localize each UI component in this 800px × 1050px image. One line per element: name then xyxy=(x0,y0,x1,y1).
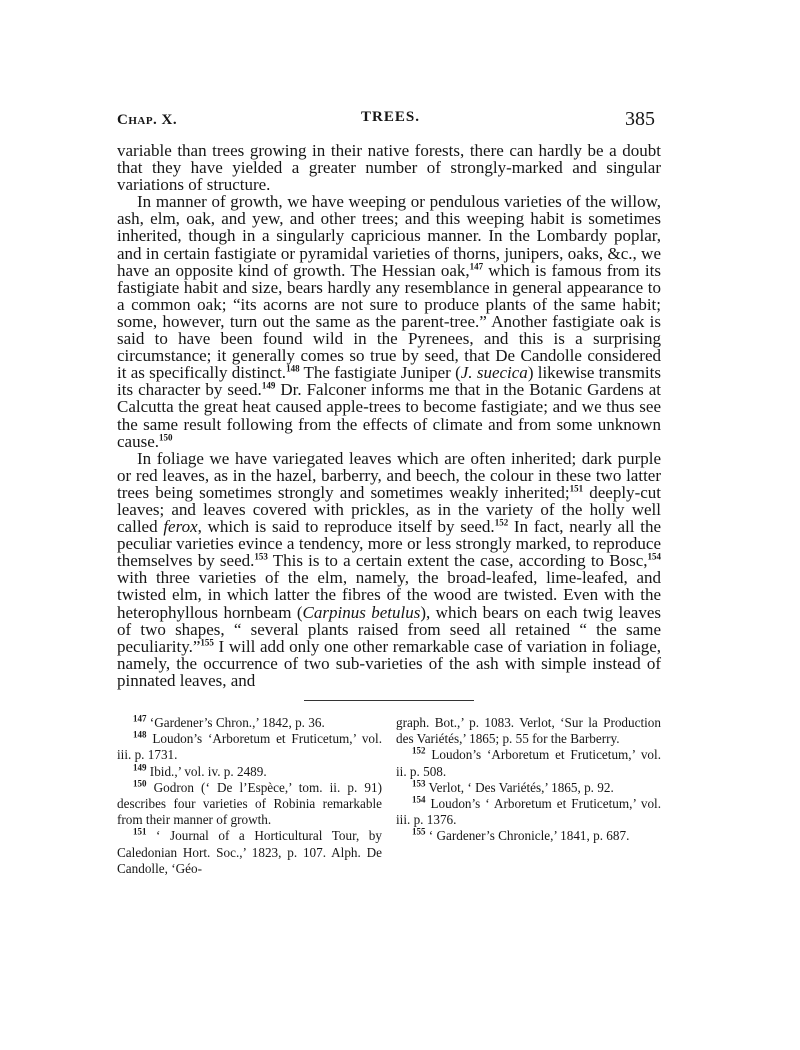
footnote-ref-154: 154 xyxy=(647,551,661,562)
footnote-ref-151: 151 xyxy=(569,483,584,494)
text-span: I will add only one other remarkable case of variation in foliage, namely, the occurrence of two sub-varieties of the ash with simple instead of pinnated leaves, and xyxy=(117,636,661,690)
footnote-number: 152 xyxy=(412,746,426,757)
paragraph-growth xyxy=(117,193,661,449)
footnote-148 xyxy=(117,731,382,763)
footnotes xyxy=(117,715,661,877)
footnote-149 xyxy=(117,764,382,780)
footnote-ref-149: 149 xyxy=(261,380,276,391)
footnote-number: 153 xyxy=(412,778,426,789)
footnote-ref-152: 152 xyxy=(494,517,509,528)
footnote-151-continued: graph. Bot.,’ p. 1083. Verlot, ‘Sur la Production des Variétés,’ 1865; p. 55 for the Barberry. xyxy=(396,715,661,747)
footnote-number: 148 xyxy=(133,729,147,740)
footnote-number: 151 xyxy=(133,827,147,838)
footnote-text: Verlot, ‘ Des Variétés,’ 1865, p. 92. xyxy=(425,779,614,795)
footnote-column-right xyxy=(396,715,661,877)
text-span: In manner of growth, we have weeping or pendulous varieties of the willow, ash, elm, oak, and yew, and other trees; and this weeping habit is sometimes inherited, though in a singularly capricious manner. In the Lombardy poplar, and in certain fastigiate or pyramidal varieties of thorns, junipers, oaks, &c., we have an opposite kind of growth. The Hessian oak, xyxy=(117,192,661,280)
footnote-number: 154 xyxy=(412,794,426,805)
chapter-label: Chap. X. xyxy=(117,112,178,128)
footnote-text: Loudon’s ‘ Arboretum et Fruticetum,’ vol. iii. p. 1376. xyxy=(396,796,661,828)
footnote-147 xyxy=(117,715,382,731)
paragraph-continuation: variable than trees growing in their native forests, there can hardly be a doubt that they have yielded a greater number of strongly-marked and singular variations of structure. xyxy=(117,141,661,195)
footnote-number: 155 xyxy=(412,827,426,838)
text-span: ) likewise transmits its character by seed. xyxy=(117,363,661,400)
footnote-number: 147 xyxy=(133,713,147,724)
text-span: deeply-cut leaves; and leaves covered with prickles, as in the variety of the holly well called xyxy=(117,482,662,537)
footnote-ref-155: 155 xyxy=(200,637,214,648)
footnote-text: ‘ Journal of a Horticultural Tour, by Caledonian Hort. Soc.,’ 1823, p. 107. Alph. De Candolle, ‘Géo- xyxy=(117,828,382,876)
footnote-150 xyxy=(117,780,382,829)
footnote-number: 150 xyxy=(133,778,147,789)
footnote-153 xyxy=(396,780,661,796)
text-span: The fastigiate Juniper ( xyxy=(299,363,461,383)
text-span: In foliage we have variegated leaves which are often inherited; dark purple or red leaves, as in the hazel, barberry, and beech, the colour in these two latter trees being sometimes strongly and sometimes weakly inherited; xyxy=(117,448,661,502)
footnote-155 xyxy=(396,828,661,844)
footnote-column-left xyxy=(117,715,382,877)
paragraph-foliage xyxy=(117,450,661,689)
text-span: Dr. Falconer informs me that in the Botanic Gardens at Calcutta the great heat caused apple-trees to become fastigiate; and we thus see the same result following from the effects of climate and from some unknown cause. xyxy=(117,380,661,451)
text-span: ), which bears on each twig leaves of two shapes, “ several plants raised from seed all retained “ the same peculiarity.” xyxy=(117,602,661,656)
footnote-divider xyxy=(304,700,474,701)
footnote-text: ‘ Gardener’s Chronicle,’ 1841, p. 687. xyxy=(425,828,630,844)
footnote-152 xyxy=(396,747,661,779)
text-span: , which is said to reproduce itself by seed. xyxy=(197,517,495,537)
footnote-text: ‘Gardener’s Chron.,’ 1842, p. 36. xyxy=(146,715,325,730)
footnote-ref-150: 150 xyxy=(159,431,173,442)
footnote-ref-148: 148 xyxy=(286,363,300,374)
italic-variety: ferox xyxy=(163,517,198,537)
footnote-text: Loudon’s ‘Arboretum et Fruticetum,’ vol. iii. p. 1731. xyxy=(117,731,382,763)
running-title: TREES. xyxy=(361,109,420,125)
italic-species: Carpinus betulus xyxy=(302,602,421,622)
page-number: 385 xyxy=(625,108,655,130)
footnote-ref-147: 147 xyxy=(469,261,484,271)
footnote-text: Godron (‘ De l’Espèce,’ tom. ii. p. 91) describes four varieties of Robinia remarkable from their manner of growth. xyxy=(117,779,382,828)
footnote-text: Ibid.,’ vol. iv. p. 2489. xyxy=(146,763,267,779)
text-span: In fact, nearly all the peculiar varieties evince a tendency, more or less strongly marked, to reproduce themselves by seed. xyxy=(117,517,661,571)
book-page xyxy=(117,108,661,877)
footnote-number: 149 xyxy=(133,762,147,773)
footnote-154 xyxy=(396,796,661,828)
text-span: which is famous from its fastigiate habit and size, bears hardly any resemblance in general appearance to a common oak; “its acorns are not sure to produce plants of the same habit; some, however, turn out the same as the parent-tree.” Another fastigiate oak is said to have been found wild in the Pyrenees, and this is a surprising circumstance; it generally comes so true by seed, that De Candolle considered it as specifically distinct. xyxy=(117,260,661,383)
text-span: This is to a certain extent the case, according to Bosc, xyxy=(267,551,648,571)
italic-species: J. suecica xyxy=(460,363,528,383)
footnote-151 xyxy=(117,828,382,877)
footnote-text: Loudon’s ‘Arboretum et Fruticetum,’ vol. ii. p. 508. xyxy=(396,747,661,779)
main-text xyxy=(117,142,661,689)
running-header xyxy=(117,108,661,142)
footnote-ref-153: 153 xyxy=(254,551,268,562)
text-span: with three varieties of the elm, namely, the broad-leafed, lime-leafed, and twisted elm, in which latter the fibres of the wood are twisted. Even with the heterophyllous hornbeam ( xyxy=(117,568,661,622)
